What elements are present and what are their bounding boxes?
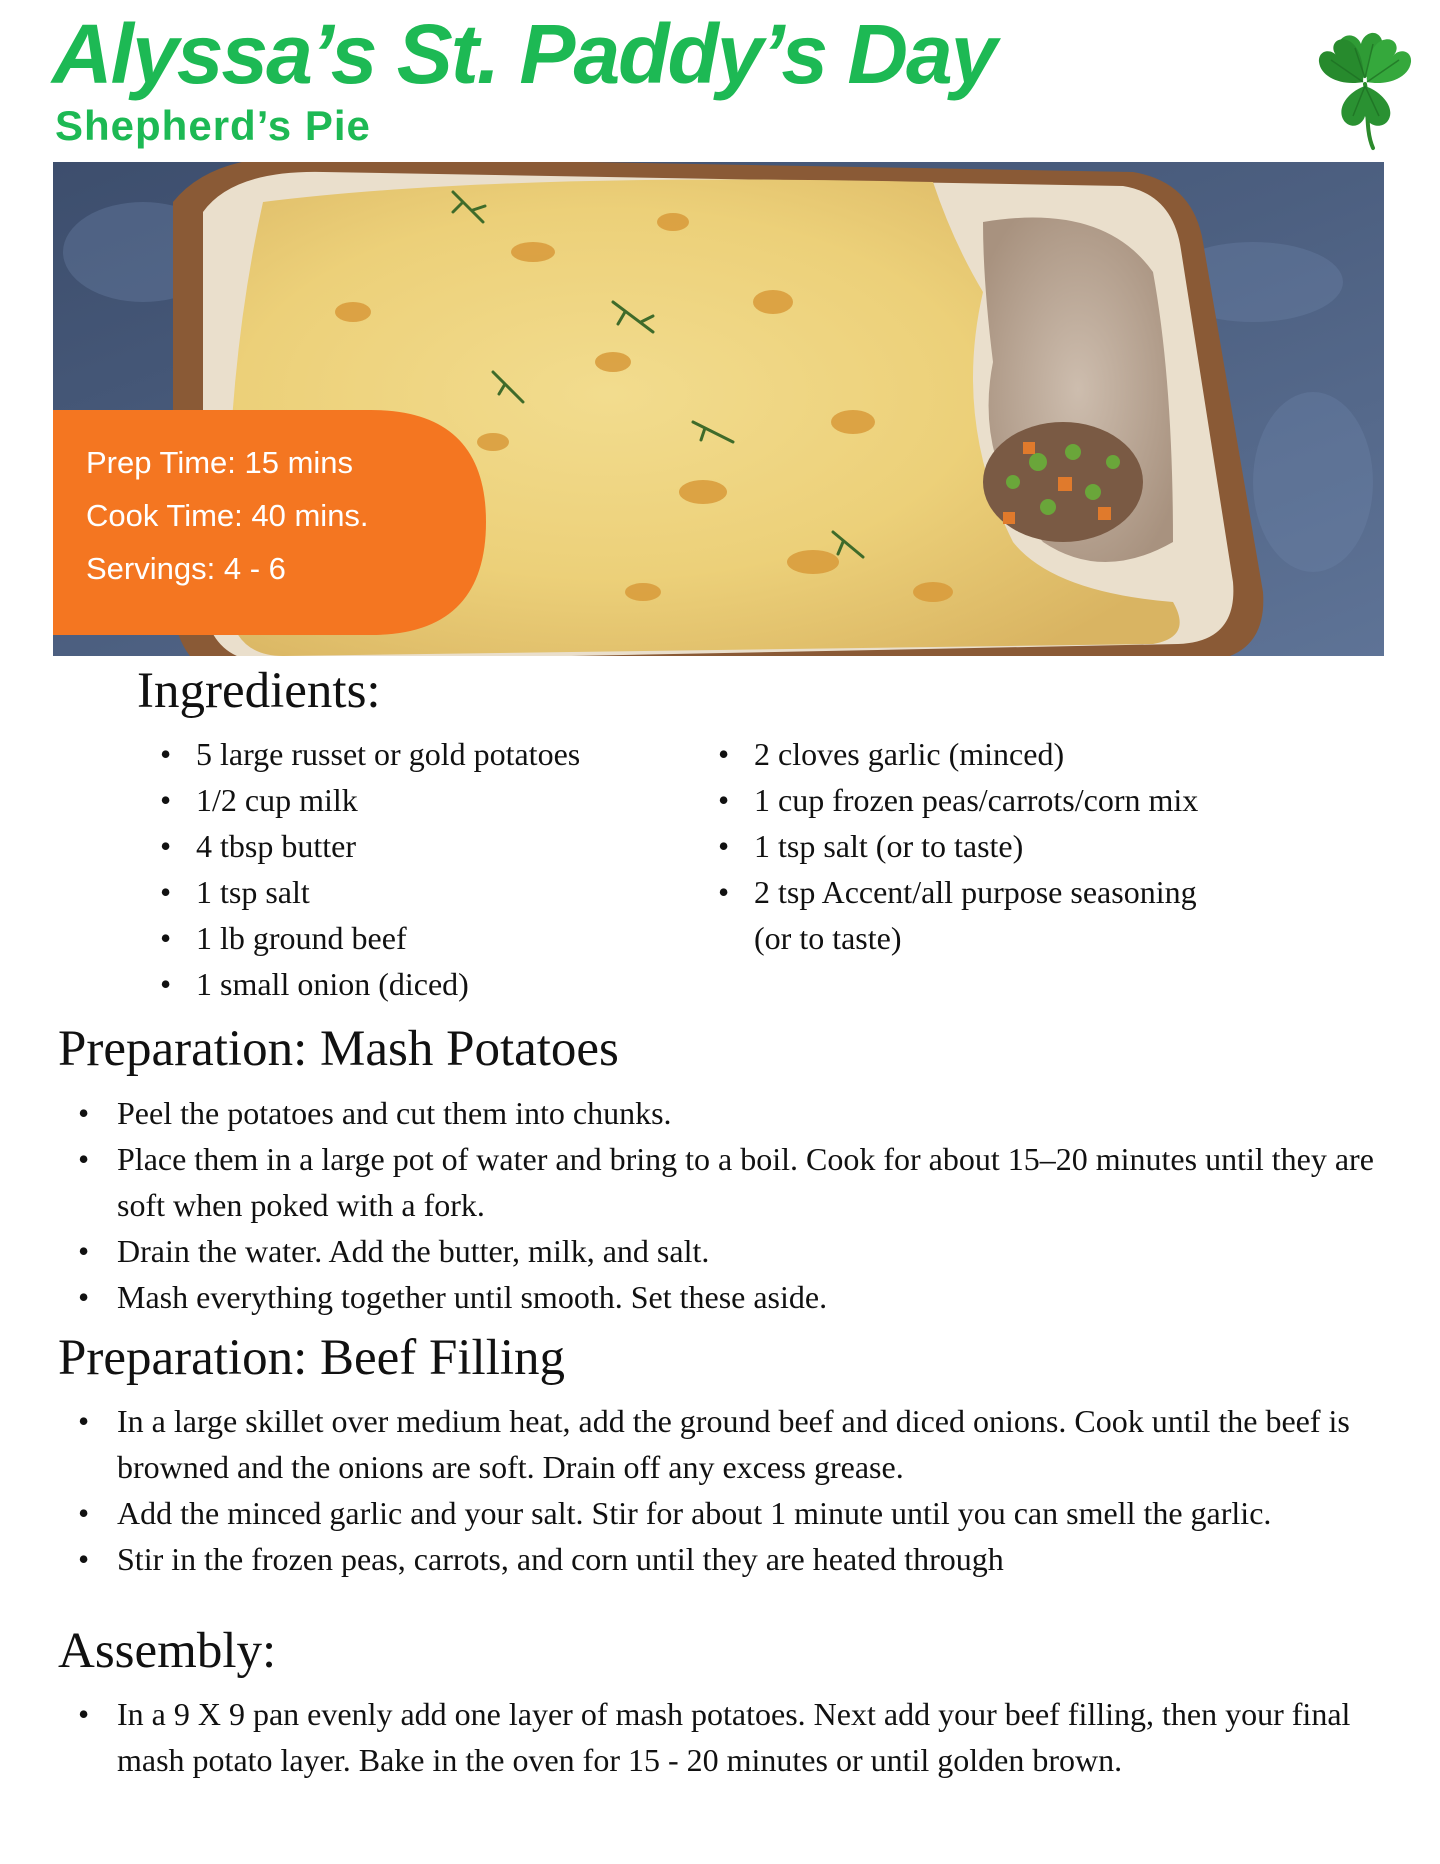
step-item: • Peel the potatoes and cut them into chunks. <box>117 1090 1387 1136</box>
cook-time: Cook Time: 40 mins. <box>86 498 369 533</box>
ingredient-item: • 1 lb ground beef <box>196 915 696 961</box>
step-item: • In a 9 X 9 pan evenly add one layer of mash potatoes. Next add your beef filling, then your final mash potato layer. Bake in the oven for 15 - 20 minutes or until golden brown. <box>117 1691 1387 1783</box>
ingredients-heading: Ingredients: <box>137 663 381 719</box>
step-item: • Drain the water. Add the butter, milk, and salt. <box>117 1228 1387 1274</box>
step-item: • In a large skillet over medium heat, add the ground beef and diced onions. Cook until the beef is browned and the onions are soft. Drain off any excess grease. <box>117 1398 1387 1490</box>
ingredient-item: • 1 cup frozen peas/carrots/corn mix <box>754 777 1224 823</box>
assembly-steps <box>117 1691 1387 1783</box>
step-item: • Place them in a large pot of water and bring to a boil. Cook for about 15–20 minutes until they are soft when poked with a fork. <box>117 1136 1387 1228</box>
ingredients-list-right <box>754 731 1224 961</box>
four-leaf-clover-icon <box>1305 12 1425 152</box>
recipe-subtitle: Shepherd’s Pie <box>55 102 371 149</box>
ingredient-item: • 2 cloves garlic (minced) <box>754 731 1224 777</box>
ingredient-item: • 1 tsp salt (or to taste) <box>754 823 1224 869</box>
step-item: • Mash everything together until smooth. Set these aside. <box>117 1274 1387 1320</box>
ingredient-item: • 1/2 cup milk <box>196 777 696 823</box>
prep-time: Prep Time: 15 mins <box>86 445 354 480</box>
step-item: • Stir in the frozen peas, carrots, and corn until they are heated through <box>117 1536 1387 1582</box>
ingredient-item: • 2 tsp Accent/all purpose seasoning (or to taste) <box>754 869 1224 961</box>
step-item: • Add the minced garlic and your salt. Stir for about 1 minute until you can smell the garlic. <box>117 1490 1387 1536</box>
assembly-heading: Assembly: <box>58 1623 277 1679</box>
prep-mash-heading: Preparation: Mash Potatoes <box>58 1021 619 1077</box>
ingredient-item: • 1 tsp salt <box>196 869 696 915</box>
prep-mash-steps <box>117 1090 1387 1320</box>
servings: Servings: 4 - 6 <box>86 551 286 586</box>
ingredient-item: • 4 tbsp butter <box>196 823 696 869</box>
prep-beef-heading: Preparation: Beef Filling <box>58 1330 566 1386</box>
ingredients-list-left <box>196 731 696 1007</box>
recipe-title: Alyssa’s St. Paddy’s Day <box>52 7 996 101</box>
ingredient-item: • 5 large russet or gold potatoes <box>196 731 696 777</box>
prep-beef-steps <box>117 1398 1387 1582</box>
ingredient-item: • 1 small onion (diced) <box>196 961 696 1007</box>
